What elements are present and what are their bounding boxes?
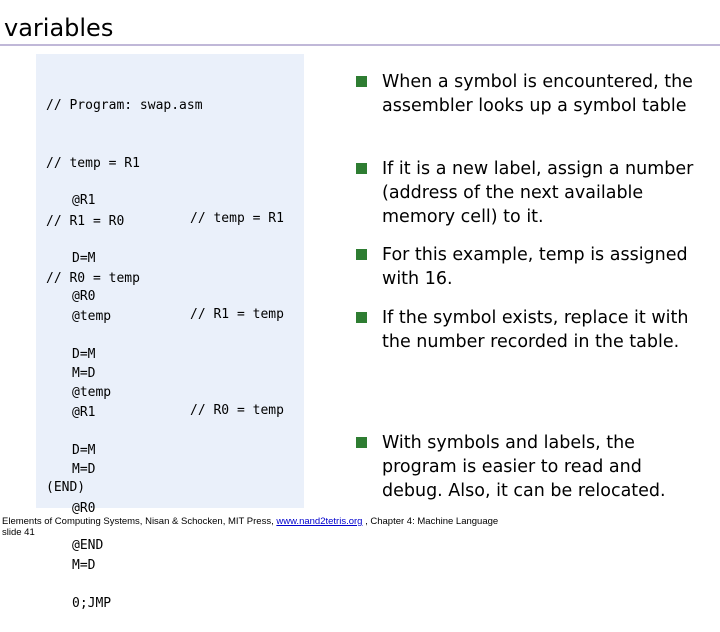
- code-line: // Program: swap.asm: [46, 98, 203, 114]
- square-bullet-icon: [356, 163, 367, 174]
- bullet-text: If the symbol exists, replace it with the number recorded in the table.: [382, 308, 689, 352]
- code-line: @R0: [72, 500, 96, 516]
- code-header: [46, 58, 203, 308]
- footer-citation: [2, 516, 498, 527]
- code-line: @R1: [72, 193, 96, 209]
- code-line: @temp: [72, 385, 112, 401]
- code-line: M=D: [72, 462, 96, 478]
- footer-chapter: , Chapter 4: Machine Language: [362, 516, 499, 527]
- code-line: @R0: [72, 289, 96, 305]
- code-line: D=M: [72, 251, 96, 266]
- bullet-item: [356, 306, 706, 354]
- title-divider: [0, 44, 720, 46]
- bullet-item: [356, 431, 706, 503]
- code-line: D=M: [72, 443, 96, 458]
- code-line: 0;JMP: [72, 595, 112, 611]
- code-line: @temp: [72, 308, 112, 324]
- code-line: M=D: [72, 558, 96, 574]
- bullet-text: With symbols and labels, the program is easier to read and debug. Also, it can be relocated.: [382, 433, 666, 501]
- square-bullet-icon: [356, 76, 367, 87]
- bullet-item: [356, 157, 706, 229]
- slide-number: slide 41: [2, 527, 35, 538]
- square-bullet-icon: [356, 249, 367, 260]
- code-comment-3: // R0 = temp: [190, 403, 284, 418]
- code-line: @END: [72, 538, 104, 553]
- square-bullet-icon: [356, 312, 367, 323]
- slide-title: variables: [4, 14, 114, 42]
- code-line: @R1: [72, 404, 96, 420]
- code-line: // R1 = R0: [46, 213, 125, 229]
- footer-link[interactable]: www.nand2tetris.org: [276, 516, 363, 527]
- code-line: M=D: [72, 366, 96, 382]
- code-comment-1: // temp = R1: [190, 211, 284, 226]
- bullet-item: [356, 243, 706, 291]
- bullet-text: For this example, temp is assigned with 16.: [382, 245, 688, 289]
- code-line: // R0 = temp: [46, 271, 140, 287]
- footer-citation-text: Elements of Computing Systems, Nisan & Schocken, MIT Press,: [2, 516, 277, 527]
- bullet-item: [356, 70, 706, 118]
- code-line: // temp = R1: [46, 156, 140, 171]
- code-line: D=M: [72, 347, 96, 362]
- square-bullet-icon: [356, 437, 367, 448]
- bullet-text: If it is a new label, assign a number (address of the next available memory cell) to it.: [382, 159, 694, 227]
- slide-footer: [2, 516, 498, 538]
- bullet-text: When a symbol is encountered, the assembler looks up a symbol table: [382, 72, 693, 116]
- code-comment-2: // R1 = temp: [190, 307, 284, 322]
- code-line: (END): [46, 480, 86, 496]
